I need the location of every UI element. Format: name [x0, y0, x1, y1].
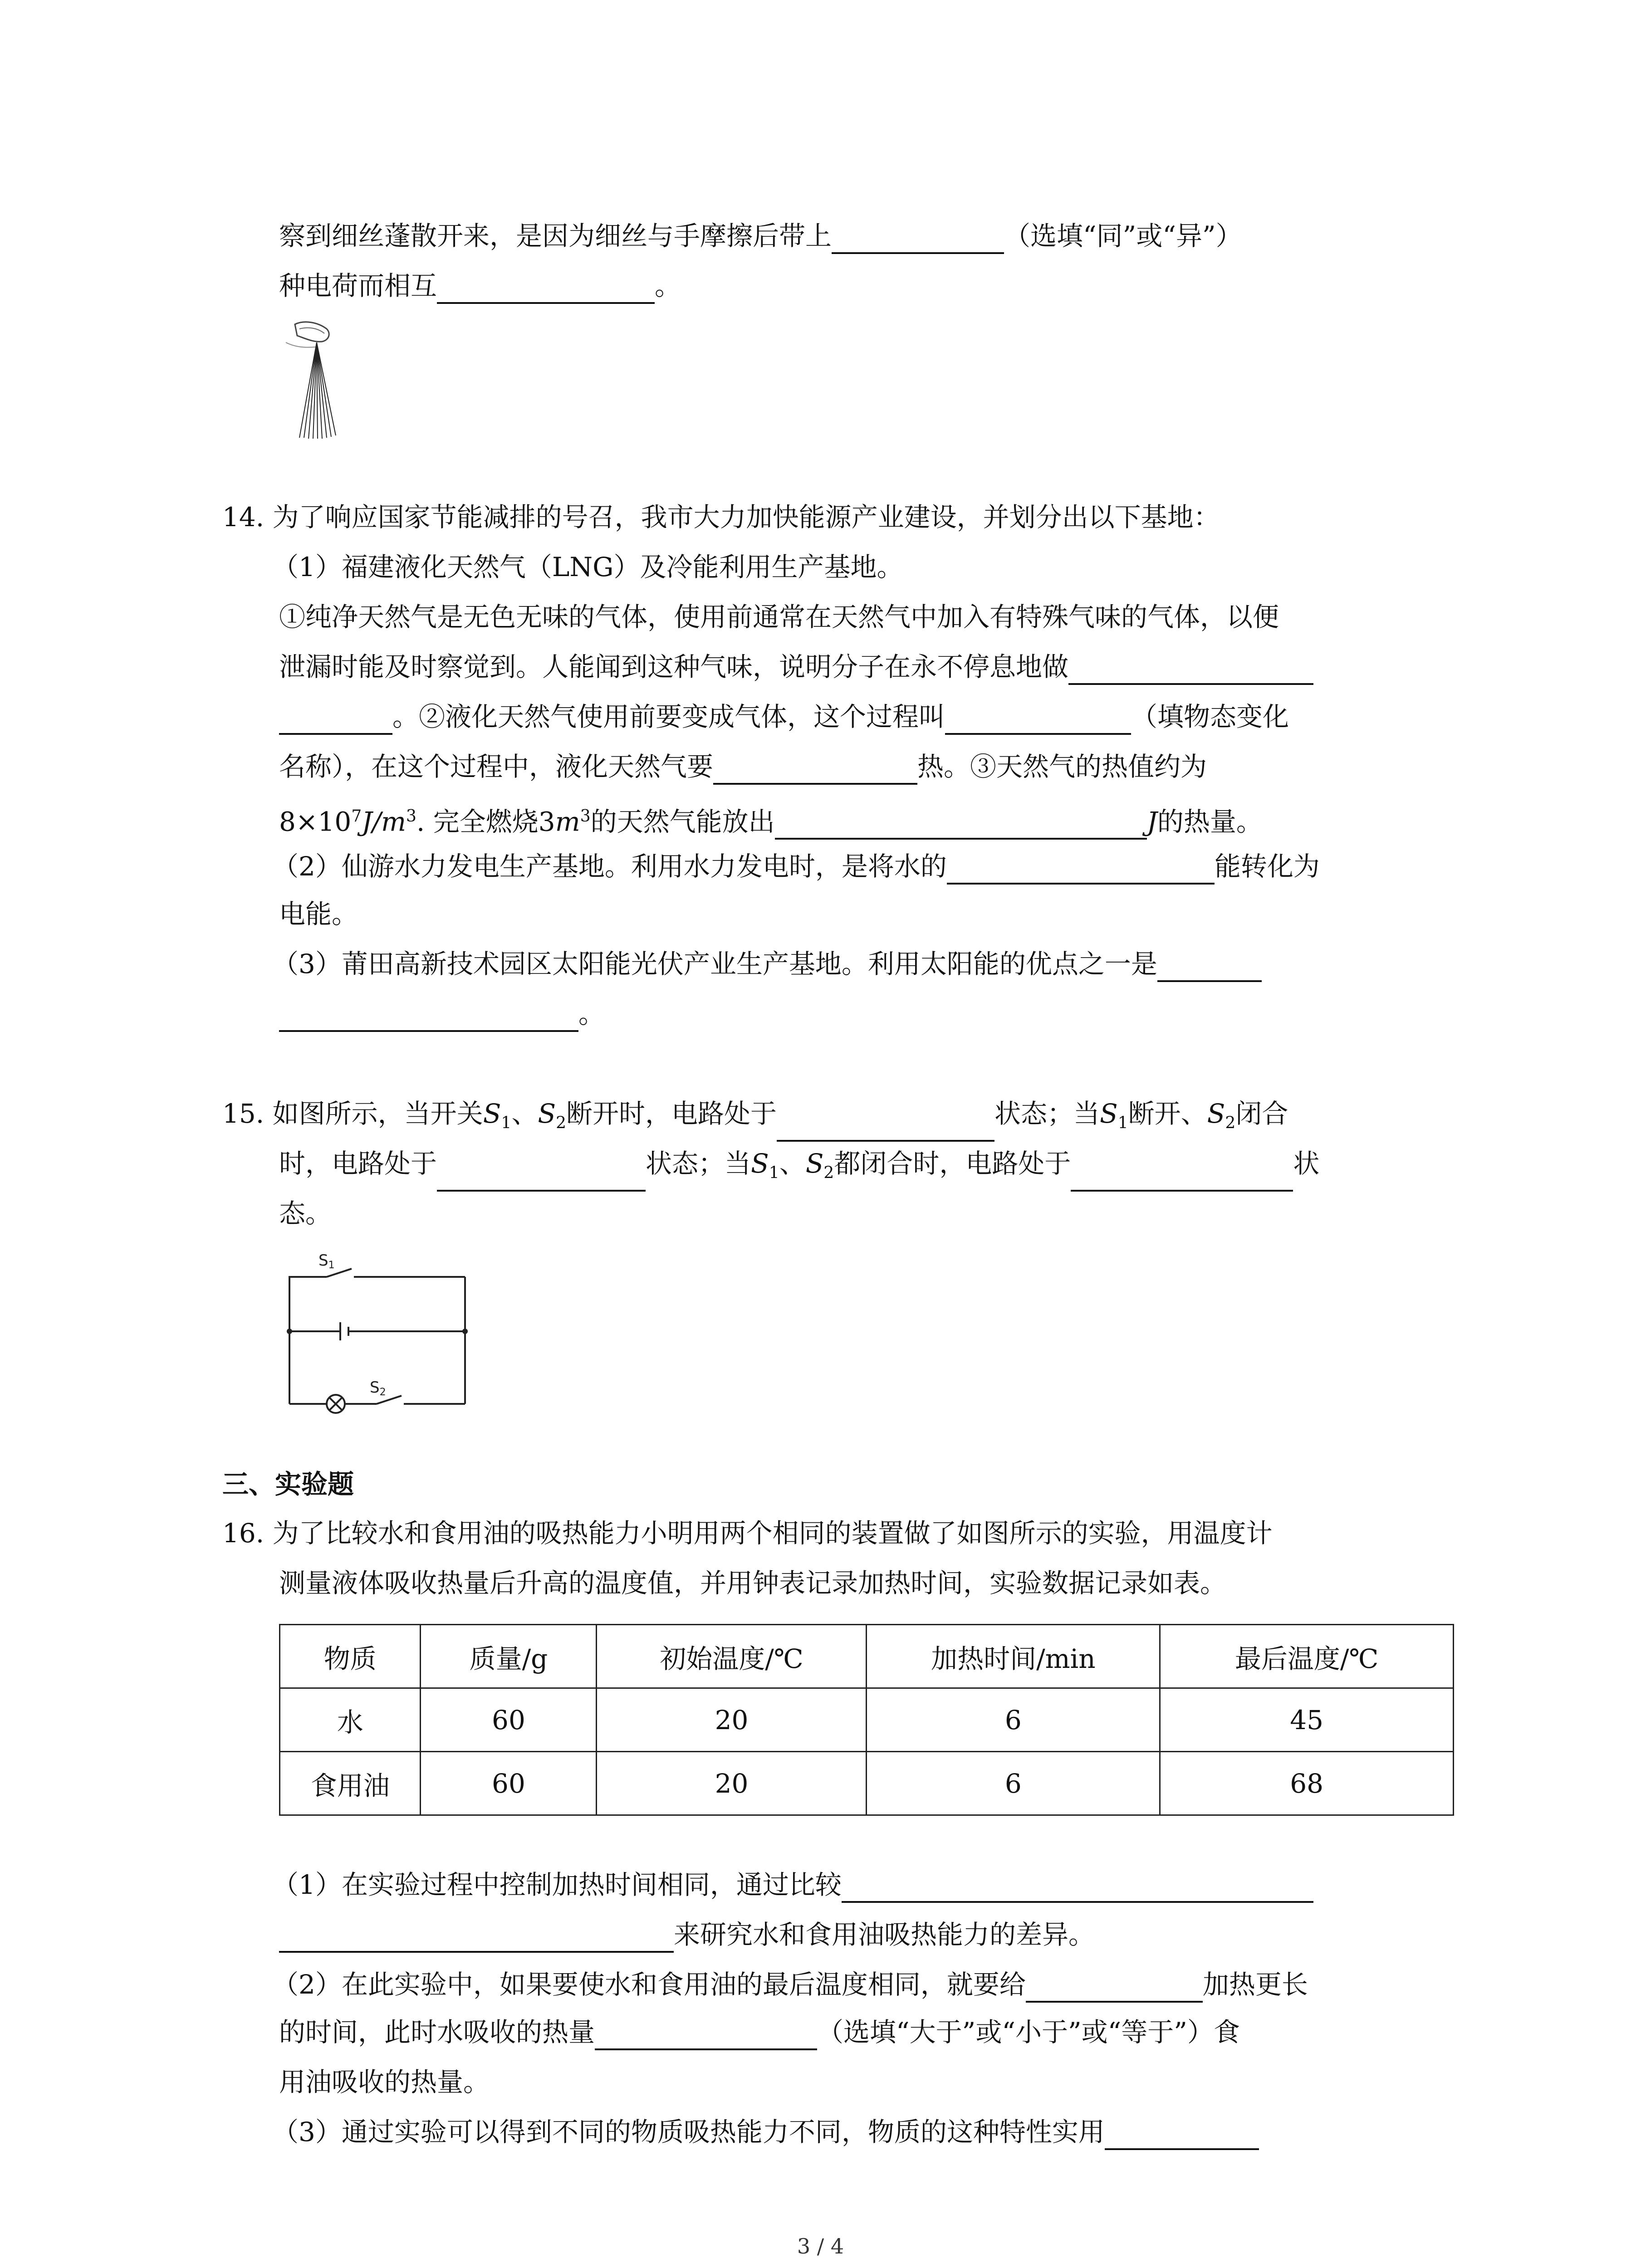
answer-blank[interactable] [842, 1873, 1313, 1903]
s2-label: S2 [370, 1378, 386, 1398]
answer-blank[interactable] [279, 705, 392, 735]
q14-line3: ①纯净天然气是无色无味的气体，使用前通常在天然气中加入有特殊气味的气体，以便 [279, 601, 1279, 632]
answer-blank[interactable] [437, 1162, 646, 1192]
q14-part3: （3）莆田高新技术园区太阳能光伏产业生产基地。利用太阳能的优点之一是 [272, 946, 1262, 982]
q14-line4: 泄漏时能及时察觉到。人能闻到这种气味，说明分子在永不停息地做 [279, 649, 1313, 685]
table-header-cell: 物质 [280, 1625, 421, 1688]
q14-line6: 名称），在这个过程中，液化天然气要 热。③天然气的热值约为 [279, 748, 1207, 785]
q16-part2: （2）在此实验中，如果要使水和食用油的最后温度相同，就要给 加热更长 [272, 1966, 1308, 2003]
table-cell: 水 [280, 1688, 421, 1752]
answer-blank[interactable] [437, 274, 655, 304]
table-cell: 6 [867, 1688, 1160, 1752]
table-row [280, 1752, 1454, 1815]
table-cell: 6 [867, 1752, 1160, 1815]
table-cell: 60 [421, 1752, 597, 1815]
q16-stem: 16. 为了比较水和食用油的吸热能力小明用两个相同的装置做了如图所示的实验，用温度计 [222, 1518, 1273, 1549]
answer-blank[interactable] [1068, 655, 1313, 685]
data-table [279, 1624, 1454, 1816]
table-cell: 60 [421, 1688, 597, 1752]
q14-part2: （2）仙游水力发电生产基地。利用水力发电时，是将水的 能转化为 [272, 848, 1320, 885]
q16-part1-cont: 来研究水和食用油吸热能力的差异。 [279, 1916, 1095, 1953]
q14-line5: 。②液化天然气使用前要变成气体，这个过程叫 （填物态变化 [279, 699, 1289, 735]
table-header-cell: 初始温度/℃ [597, 1625, 867, 1688]
q13-line1: 察到细丝蓬散开来，是因为细丝与手摩擦后带上 （选填“同”或“异”） [279, 218, 1242, 254]
q16-part2-end: 用油吸收的热量。 [279, 2067, 490, 2097]
q16-line2: 测量液体吸收热量后升高的温度值，并用钟表记录加热时间，实验数据记录如表。 [279, 1568, 1227, 1598]
answer-blank[interactable] [832, 224, 1004, 254]
q15-line2: 时，电路处于 状态；当$S_1$、$S_2$都闭合时，电路处于 状 [279, 1145, 1319, 1192]
answer-blank[interactable] [1026, 1973, 1203, 2003]
table-row [280, 1688, 1454, 1752]
q16-part2-cont: 的时间，此时水吸收的热量 （选填“大于”或“小于”或“等于”）食 [279, 2014, 1240, 2050]
q15-line3: 态。 [279, 1198, 332, 1229]
answer-blank[interactable] [279, 1923, 674, 1953]
table-header-cell: 最后温度/℃ [1160, 1625, 1454, 1688]
answer-blank[interactable] [1157, 952, 1262, 982]
answer-blank[interactable] [777, 1112, 994, 1142]
table-cell: 20 [597, 1752, 867, 1815]
q16-part1: （1）在实验过程中控制加热时间相同，通过比较 [272, 1867, 1313, 1903]
table-cell: 20 [597, 1688, 867, 1752]
table-cell: 食用油 [280, 1752, 421, 1815]
answer-blank[interactable] [775, 810, 1147, 840]
answer-blank[interactable] [1071, 1162, 1293, 1192]
q14-line7: $8\times 10^7J/m^3$. 完全燃烧$3m^3$的天然气能放出 J的热量。 [279, 798, 1263, 840]
q13-line2: 种电荷而相互 。 [279, 268, 681, 304]
answer-blank[interactable] [1105, 2120, 1259, 2150]
hand-threads-figure [277, 315, 354, 442]
table-header-row [280, 1625, 1454, 1688]
answer-blank[interactable] [947, 855, 1215, 885]
table-header-cell: 质量/g [421, 1625, 597, 1688]
circuit-diagram [277, 1250, 476, 1418]
table-cell: 45 [1160, 1688, 1454, 1752]
q14-stem: 14. 为了响应国家节能减排的号召，我市大力加快能源产业建设，并划分出以下基地： [222, 502, 1220, 533]
q14-part1: （1）福建液化天然气（LNG）及冷能利用生产基地。 [272, 552, 903, 582]
q14-line9: 电能。 [279, 899, 358, 929]
q15-stem: 15. 如图所示，当开关$S_1$、$S_2$断开时，电路处于 状态；当$S_1$断开、$S_2$闭合 [222, 1095, 1288, 1142]
answer-blank[interactable] [713, 755, 917, 785]
table-header-cell: 加热时间/min [867, 1625, 1160, 1688]
section-title: 三、实验题 [222, 1469, 354, 1500]
q16-part3: （3）通过实验可以得到不同的物质吸热能力不同，物质的这种特性实用 [272, 2114, 1259, 2150]
table-cell: 68 [1160, 1752, 1454, 1815]
q14-line11: 。 [279, 996, 605, 1032]
answer-blank[interactable] [945, 705, 1131, 735]
page-number: 3 / 4 [797, 2234, 844, 2258]
answer-blank[interactable] [595, 2020, 817, 2050]
s1-label: S1 [318, 1251, 335, 1271]
answer-blank[interactable] [279, 1002, 578, 1032]
